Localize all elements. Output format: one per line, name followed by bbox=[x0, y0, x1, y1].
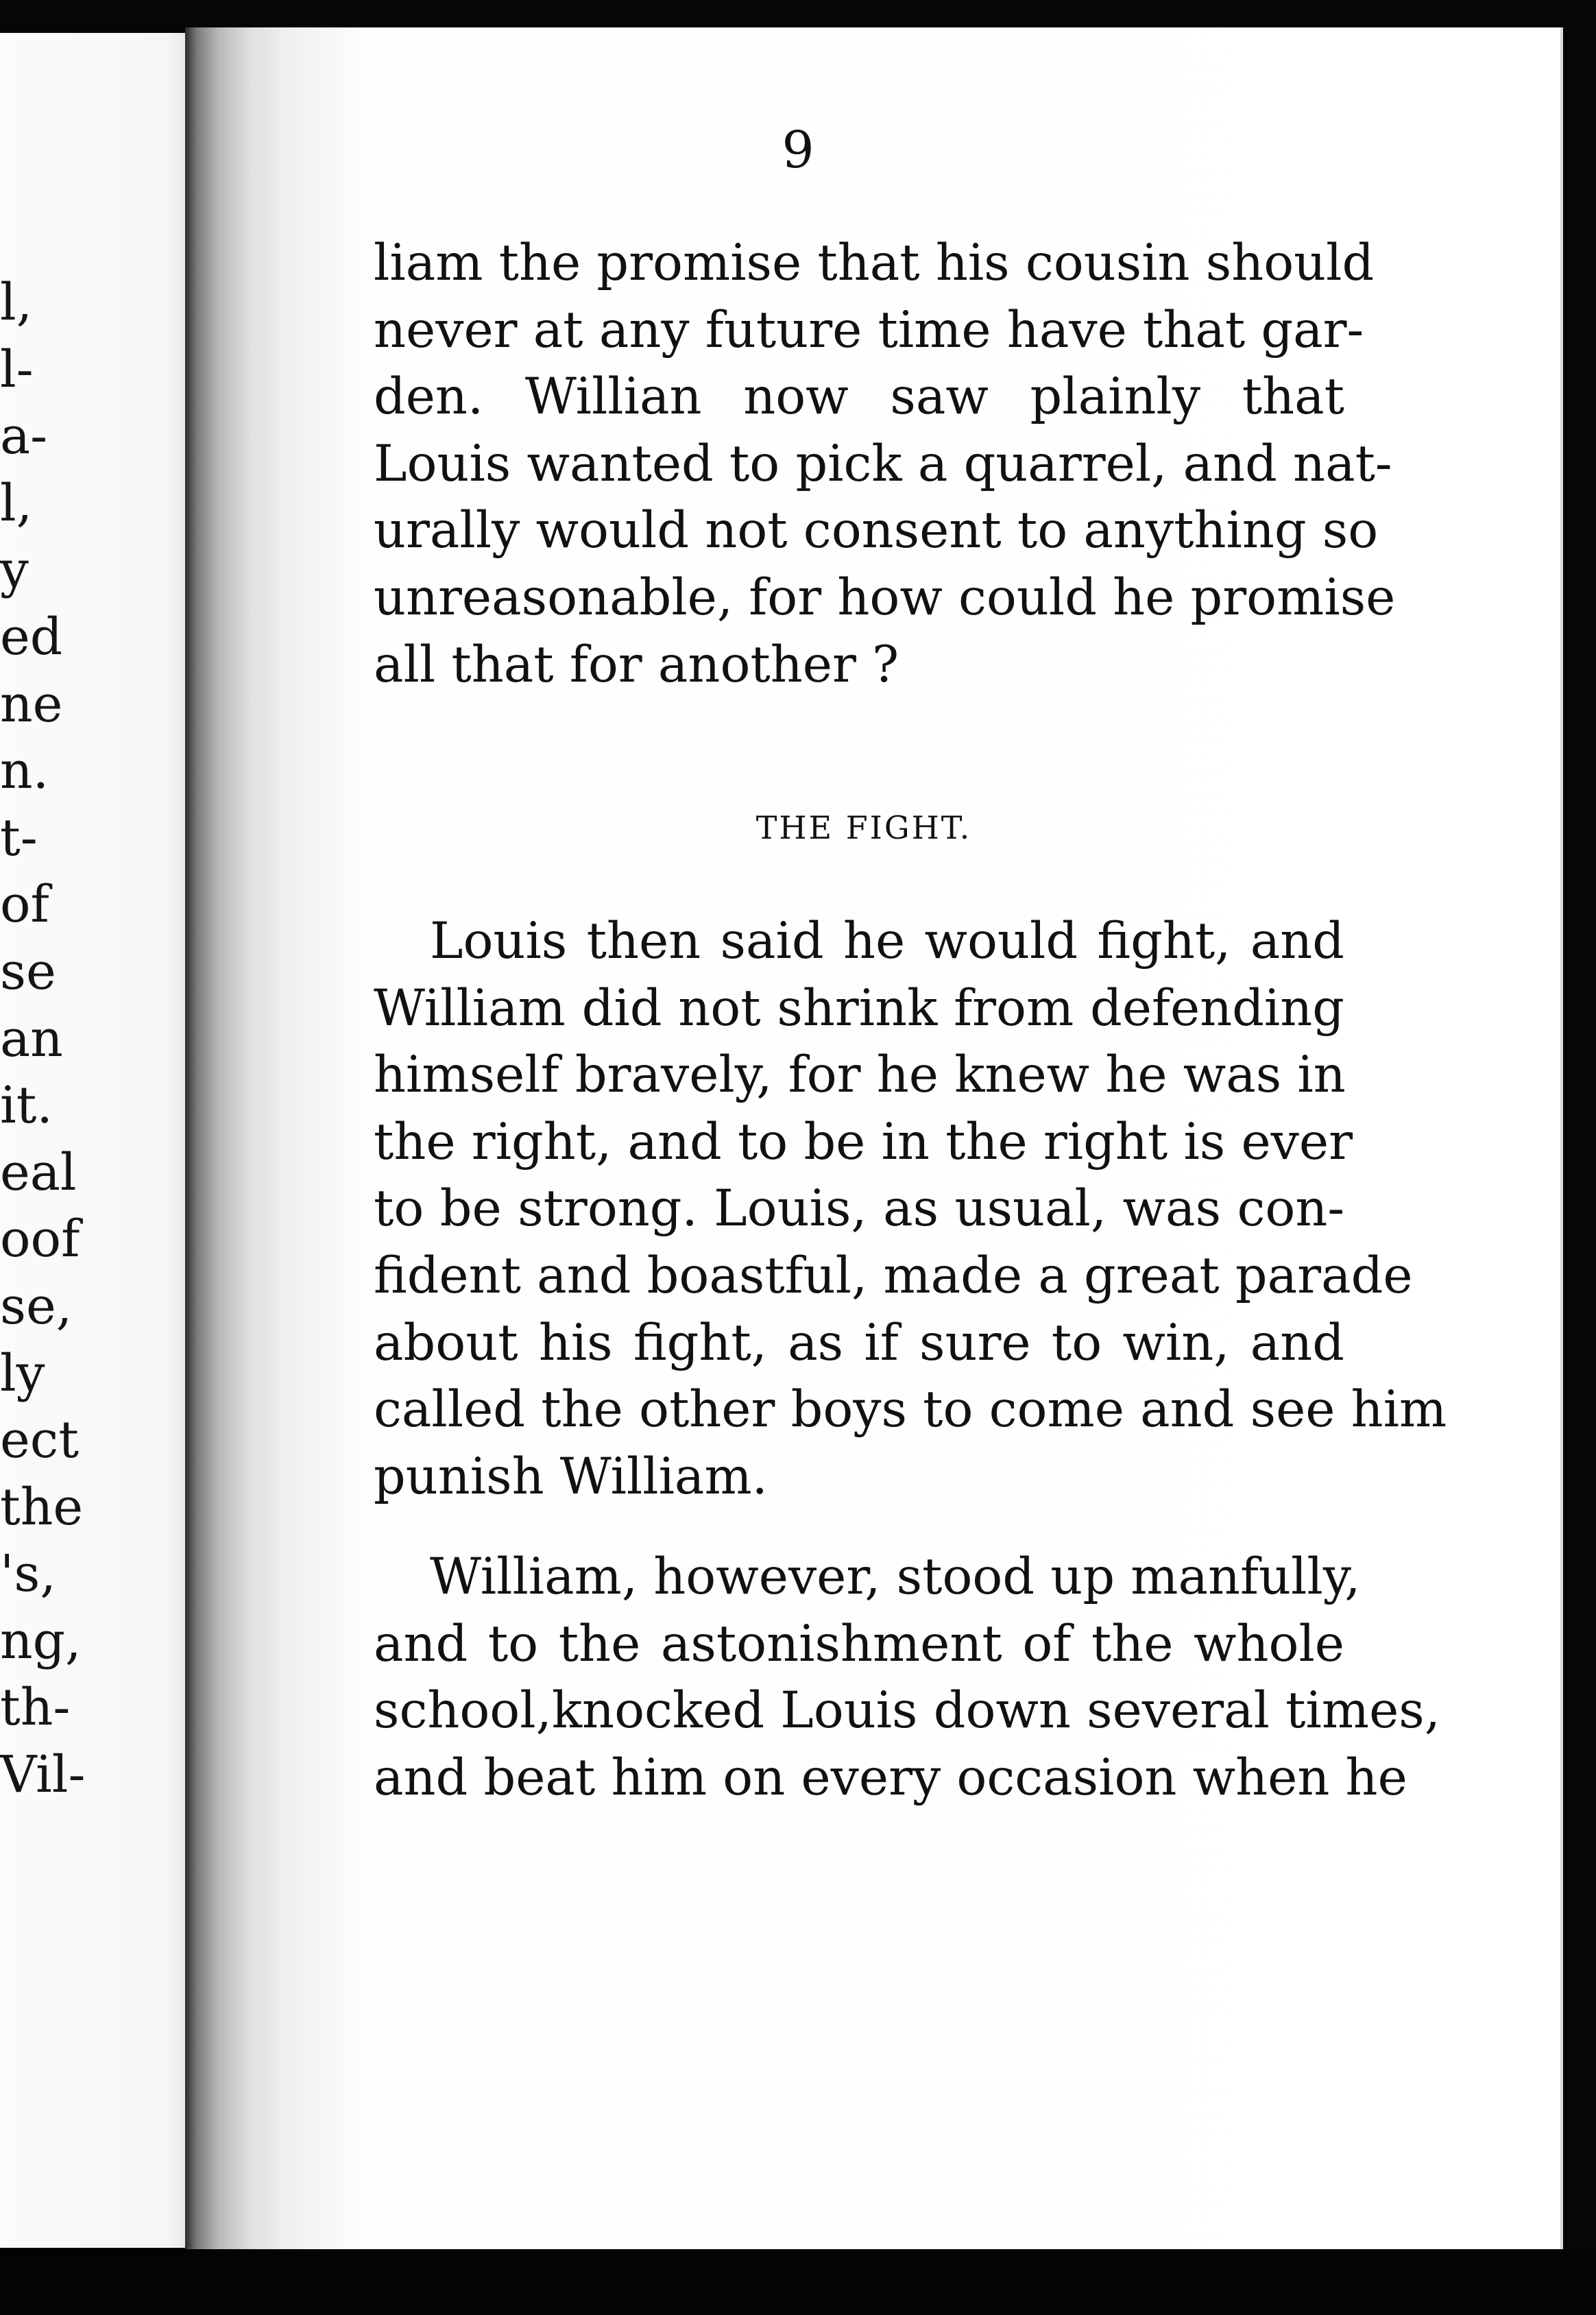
paragraph-continuation bbox=[374, 230, 1396, 698]
left-line: n. bbox=[0, 741, 49, 801]
left-line: eal bbox=[0, 1142, 77, 1202]
book-gutter-shadow bbox=[185, 27, 281, 2263]
left-page-text-fragments bbox=[0, 269, 85, 1809]
left-line: the bbox=[0, 1477, 84, 1537]
section-heading: THE FIGHT. bbox=[755, 809, 972, 846]
left-line: ed bbox=[0, 607, 63, 667]
text-line: called the other boys to come and see him bbox=[374, 1380, 1447, 1439]
text-line: urally would not consent to anything so bbox=[374, 501, 1379, 560]
left-line: l, bbox=[0, 273, 33, 332]
left-line: l, bbox=[0, 473, 33, 533]
text-line: William, however, stood up manfully, bbox=[430, 1548, 1361, 1606]
text-line: never at any future time have that gar- bbox=[374, 300, 1364, 359]
text-line: and to the astonishment of the whole bbox=[374, 1614, 1344, 1673]
left-line: 's, bbox=[0, 1544, 56, 1604]
left-line: ect bbox=[0, 1411, 79, 1470]
text-line: William did not shrink from defending bbox=[374, 979, 1344, 1037]
left-line: Vil- bbox=[0, 1745, 86, 1805]
left-line: a- bbox=[0, 407, 48, 466]
text-line: himself bravely, for he knew he was in bbox=[374, 1046, 1346, 1105]
left-line: an bbox=[0, 1009, 63, 1068]
text-line: and beat him on every occasion when he bbox=[374, 1748, 1407, 1807]
left-line: l- bbox=[0, 339, 34, 399]
text-line: punish William. bbox=[374, 1447, 768, 1506]
text-line: school,knocked Louis down several times, bbox=[374, 1681, 1440, 1740]
scan-bottom-edge bbox=[0, 2249, 1596, 2315]
paragraph-the-fight bbox=[374, 908, 1447, 1510]
left-line: ng, bbox=[0, 1611, 82, 1670]
text-line: liam the promise that his cousin should bbox=[374, 234, 1375, 292]
left-line: ne bbox=[0, 674, 63, 734]
left-line: ly bbox=[0, 1343, 45, 1403]
text-line: fident and boastful, made a great parade bbox=[374, 1246, 1413, 1305]
left-line: se bbox=[0, 941, 56, 1001]
left-line: y bbox=[0, 540, 29, 600]
text-line: to be strong. Louis, as usual, was con- bbox=[374, 1179, 1344, 1238]
text-line: den. Willian now saw plainly that bbox=[374, 368, 1344, 427]
paragraph-william-stood-up bbox=[374, 1544, 1440, 1811]
page-number: 9 bbox=[782, 121, 814, 180]
left-line: oof bbox=[0, 1210, 80, 1269]
text-line: unreasonable, for how could he promise bbox=[374, 568, 1396, 627]
text-line: Louis wanted to pick a quarrel, and nat- bbox=[374, 434, 1392, 493]
left-line: t- bbox=[0, 808, 38, 867]
left-line: of bbox=[0, 875, 49, 935]
text-line: about his fight, as if sure to win, and bbox=[374, 1313, 1344, 1372]
left-facing-page bbox=[0, 33, 206, 2248]
text-line: Louis then said he would fight, and bbox=[430, 912, 1344, 970]
left-line: se, bbox=[0, 1276, 73, 1336]
text-line: all that for another ? bbox=[374, 635, 899, 694]
left-line: th- bbox=[0, 1678, 71, 1738]
left-line: it. bbox=[0, 1076, 53, 1136]
text-line: the right, and to be in the right is ever bbox=[374, 1112, 1353, 1171]
